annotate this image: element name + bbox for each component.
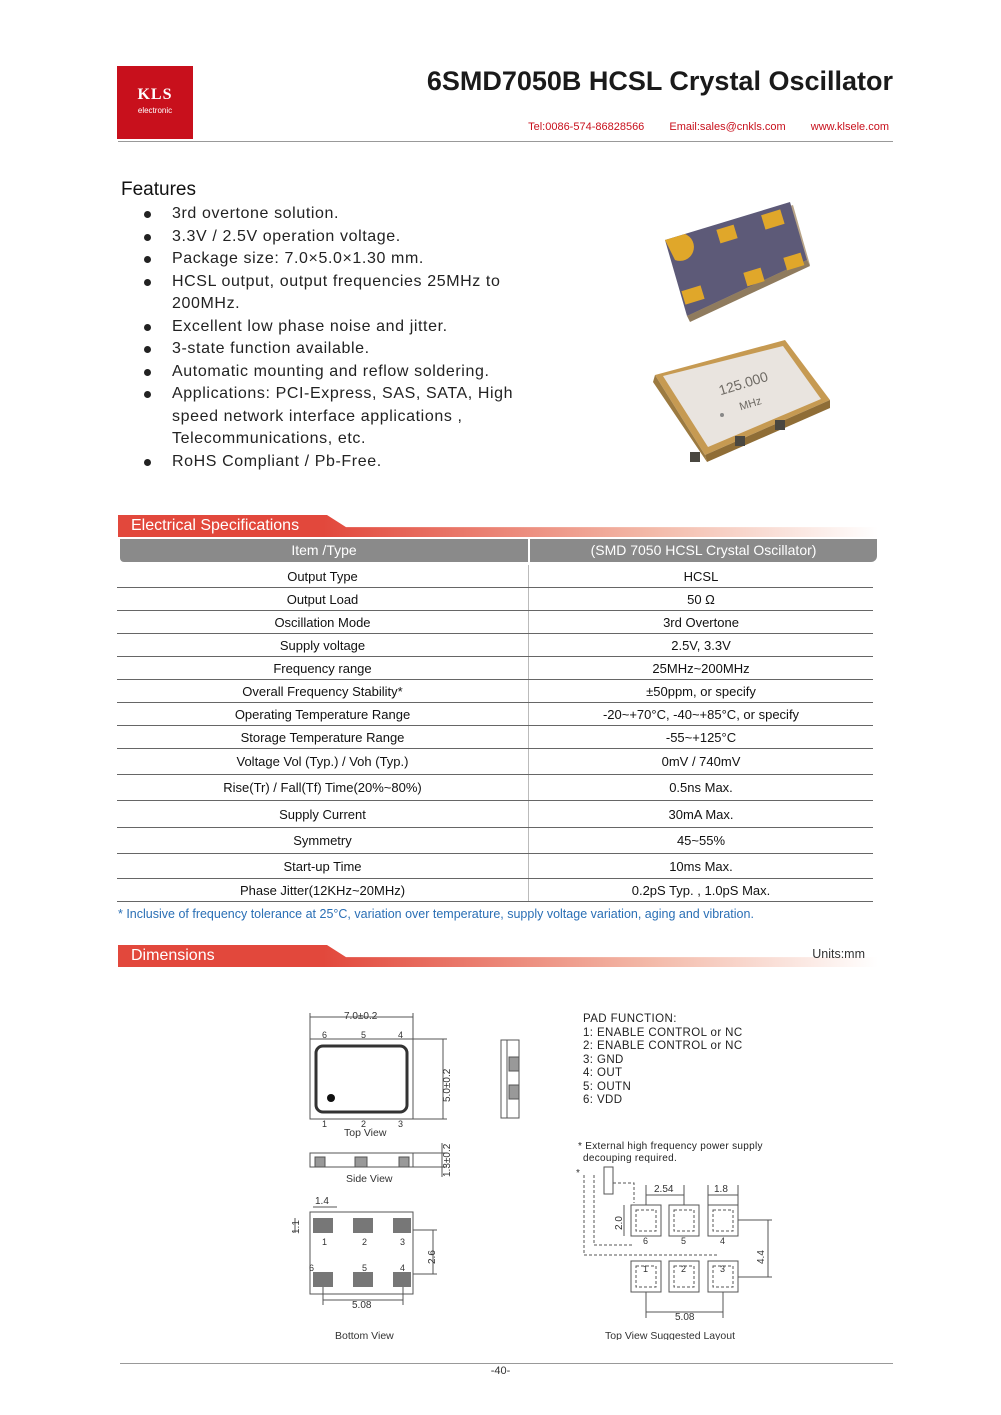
bottom-pin-label: 5	[362, 1263, 368, 1273]
spec-value: 10ms Max.	[669, 858, 733, 874]
layout-pad-width-label: 1.8	[714, 1184, 728, 1195]
spec-value: 30mA Max.	[668, 806, 734, 822]
feature-item: Excellent low phase noise and jitter.	[140, 316, 550, 339]
bottom-pin-label: 6	[309, 1263, 315, 1273]
page-number: -40-	[490, 1365, 511, 1377]
layout-span-label: 5.08	[675, 1312, 695, 1323]
bottom-row-gap-label: 2.6	[427, 1250, 438, 1264]
product-marking-unit: MHz	[738, 395, 764, 414]
spec-item: Overall Frequency Stability*	[117, 680, 529, 702]
bottom-pin-label: 4	[400, 1263, 406, 1273]
pin1-marker	[327, 1094, 335, 1102]
spec-item: Output Type	[117, 565, 529, 587]
top-pin-label: 3	[398, 1119, 404, 1129]
contact-email[interactable]: Email:sales@cnkls.com	[669, 121, 786, 133]
spec-item: Operating Temperature Range	[117, 703, 529, 725]
top-view-height-label: 5.0±0.2	[442, 1068, 453, 1102]
suggested-layout-drawing	[572, 1140, 782, 1340]
pad-function-item: 6: VDD	[583, 1094, 623, 1106]
spec-item: Storage Temperature Range	[117, 726, 529, 748]
bottom-pad-width-label: 1.4	[315, 1196, 329, 1207]
spec-item: Voltage Vol (Typ.) / Voh (Typ.)	[117, 749, 529, 774]
top-view-width-label: 7.0±0.2	[344, 1011, 378, 1022]
dimensions-section-bar	[118, 945, 878, 967]
bottom-pin-label: 1	[322, 1237, 328, 1247]
bottom-view-caption: Bottom View	[335, 1330, 394, 1342]
spec-item: Supply voltage	[117, 634, 529, 656]
product-marking-frequency: 125.000	[716, 368, 770, 399]
side-view-caption: Side View	[346, 1173, 393, 1185]
bottom-pin-label: 3	[400, 1237, 406, 1247]
table-row	[117, 749, 873, 775]
pad-function-item: 5: OUTN	[583, 1080, 632, 1093]
features-list	[140, 203, 550, 473]
top-pin-label: 5	[361, 1030, 367, 1040]
spec-value: 45~55%	[676, 833, 726, 848]
spec-header-type: (SMD 7050 HCSL Crystal Oscillator)	[530, 539, 877, 562]
spec-item: Phase Jitter(12KHz~20MHz)	[117, 879, 529, 901]
spec-header-item: Item /Type	[120, 539, 528, 562]
supply-note-line: * External high frequency power supply	[578, 1141, 763, 1152]
spec-item: Symmetry	[117, 828, 529, 853]
bottom-pitch-label: 5.08	[352, 1300, 372, 1311]
top-pin-label: 6	[322, 1030, 328, 1040]
layout-pitch-label: 2.54	[654, 1184, 674, 1195]
spec-item: Oscillation Mode	[117, 611, 529, 633]
table-row	[117, 588, 873, 611]
header-divider	[118, 141, 893, 142]
top-pin-label: 2	[361, 1119, 367, 1129]
pad-function-list	[583, 1013, 743, 1108]
feature-item: Applications: PCI-Express, SAS, SATA, High speed network interface applications , Telecommunications, etc.	[140, 383, 550, 451]
feature-item: 3.3V / 2.5V operation voltage.	[140, 226, 550, 249]
table-row	[117, 879, 873, 902]
table-row	[117, 657, 873, 680]
spec-item: Output Load	[117, 588, 529, 610]
supply-note-line: decouping required.	[583, 1153, 678, 1164]
layout-total-height-label: 4.4	[756, 1250, 767, 1264]
top-pin-label: 1	[322, 1119, 328, 1129]
layout-star: *	[576, 1168, 580, 1179]
table-row	[117, 703, 873, 726]
spec-value: 0.2pS Typ. , 1.0pS Max.	[631, 882, 771, 898]
package-bottom-image	[665, 202, 810, 322]
feature-item: RoHS Compliant / Pb-Free.	[140, 451, 550, 474]
table-row	[117, 854, 873, 879]
spec-table	[117, 565, 873, 902]
layout-pin-label: 4	[720, 1236, 726, 1246]
electrical-section-title: Electrical Specifications	[131, 517, 300, 534]
spec-value: ±50ppm, or specify	[646, 683, 756, 699]
top-pin-label: 4	[398, 1030, 404, 1040]
layout-pin-label: 3	[720, 1264, 726, 1274]
layout-pin-label: 1	[643, 1264, 649, 1274]
side-view-drawing	[310, 1143, 447, 1177]
package-outline-drawing	[285, 1005, 545, 1345]
layout-pin-label: 6	[643, 1236, 649, 1246]
contact-website[interactable]: www.klsele.com	[810, 121, 889, 133]
spec-value: HCSL	[683, 568, 719, 584]
spec-value: 0mV / 740mV	[661, 754, 741, 769]
feature-item: HCSL output, output frequencies 25MHz to 200MHz.	[140, 271, 550, 316]
bottom-pad-height-label: 1.1	[291, 1220, 302, 1234]
table-row	[117, 775, 873, 801]
table-row	[117, 634, 873, 657]
pad-function-title: PAD FUNCTION:	[583, 1013, 677, 1025]
pad-function-item: 3: GND	[583, 1053, 624, 1066]
table-row	[117, 565, 873, 588]
layout-pin-label: 5	[681, 1236, 687, 1246]
table-row	[117, 726, 873, 749]
layout-caption: Top View Suggested Layout	[605, 1330, 735, 1340]
product-photo	[645, 200, 845, 470]
page-title: 6SMD7050B HCSL Crystal Oscillator	[426, 66, 893, 96]
spec-value: -20~+70°C, -40~+85°C, or specify	[602, 706, 800, 722]
features-heading: Features	[121, 179, 196, 200]
spec-item: Frequency range	[117, 657, 529, 679]
layout-pad-height-label: 2.0	[614, 1216, 625, 1230]
logo-subtext: electronic	[137, 106, 173, 115]
company-logo	[117, 66, 193, 139]
logo-text: KLS	[137, 86, 173, 103]
pad-function-item: 2: ENABLE CONTROL or NC	[583, 1040, 743, 1052]
table-row	[117, 611, 873, 634]
spec-item: Supply Current	[117, 801, 529, 827]
table-row	[117, 801, 873, 828]
top-view-caption: Top View	[344, 1127, 387, 1139]
pad-function-item: 1: ENABLE CONTROL or NC	[583, 1026, 743, 1039]
top-view-drawing	[310, 1013, 447, 1119]
package-top-image	[653, 340, 830, 462]
spec-value: 50 Ω	[687, 591, 715, 607]
stability-footnote: * Inclusive of frequency tolerance at 25°C, variation over temperature, supply voltage variation, aging and vibration.	[118, 907, 754, 921]
edge-view-drawing	[501, 1040, 519, 1118]
spec-value: 3rd Overtone	[663, 614, 739, 630]
footer-divider	[120, 1363, 893, 1364]
bottom-pin-label: 2	[362, 1237, 368, 1247]
contact-tel: Tel:0086-574-86828566	[528, 121, 645, 133]
layout-pin-label: 2	[681, 1264, 687, 1274]
dimensions-section-title: Dimensions	[131, 947, 215, 964]
feature-item: Automatic mounting and reflow soldering.	[140, 361, 550, 384]
table-row	[117, 680, 873, 703]
spec-value: -55~+125°C	[665, 729, 737, 745]
spec-value: 25MHz~200MHz	[652, 660, 750, 676]
spec-item: Rise(Tr) / Fall(Tf) Time(20%~80%)	[117, 775, 529, 800]
feature-item: 3-state function available.	[140, 338, 550, 361]
units-label: Units:mm	[812, 947, 865, 961]
table-row	[117, 828, 873, 854]
spec-value: 2.5V, 3.3V	[671, 637, 731, 653]
pad-function-item: 4: OUT	[583, 1067, 623, 1079]
contact-line	[506, 121, 889, 133]
spec-item: Start-up Time	[117, 854, 529, 878]
feature-item: 3rd overtone solution.	[140, 203, 550, 226]
spec-value: 0.5ns Max.	[669, 780, 733, 795]
side-view-height-label: 1.3±0.2	[442, 1143, 453, 1177]
feature-item: Package size: 7.0×5.0×1.30 mm.	[140, 248, 550, 271]
